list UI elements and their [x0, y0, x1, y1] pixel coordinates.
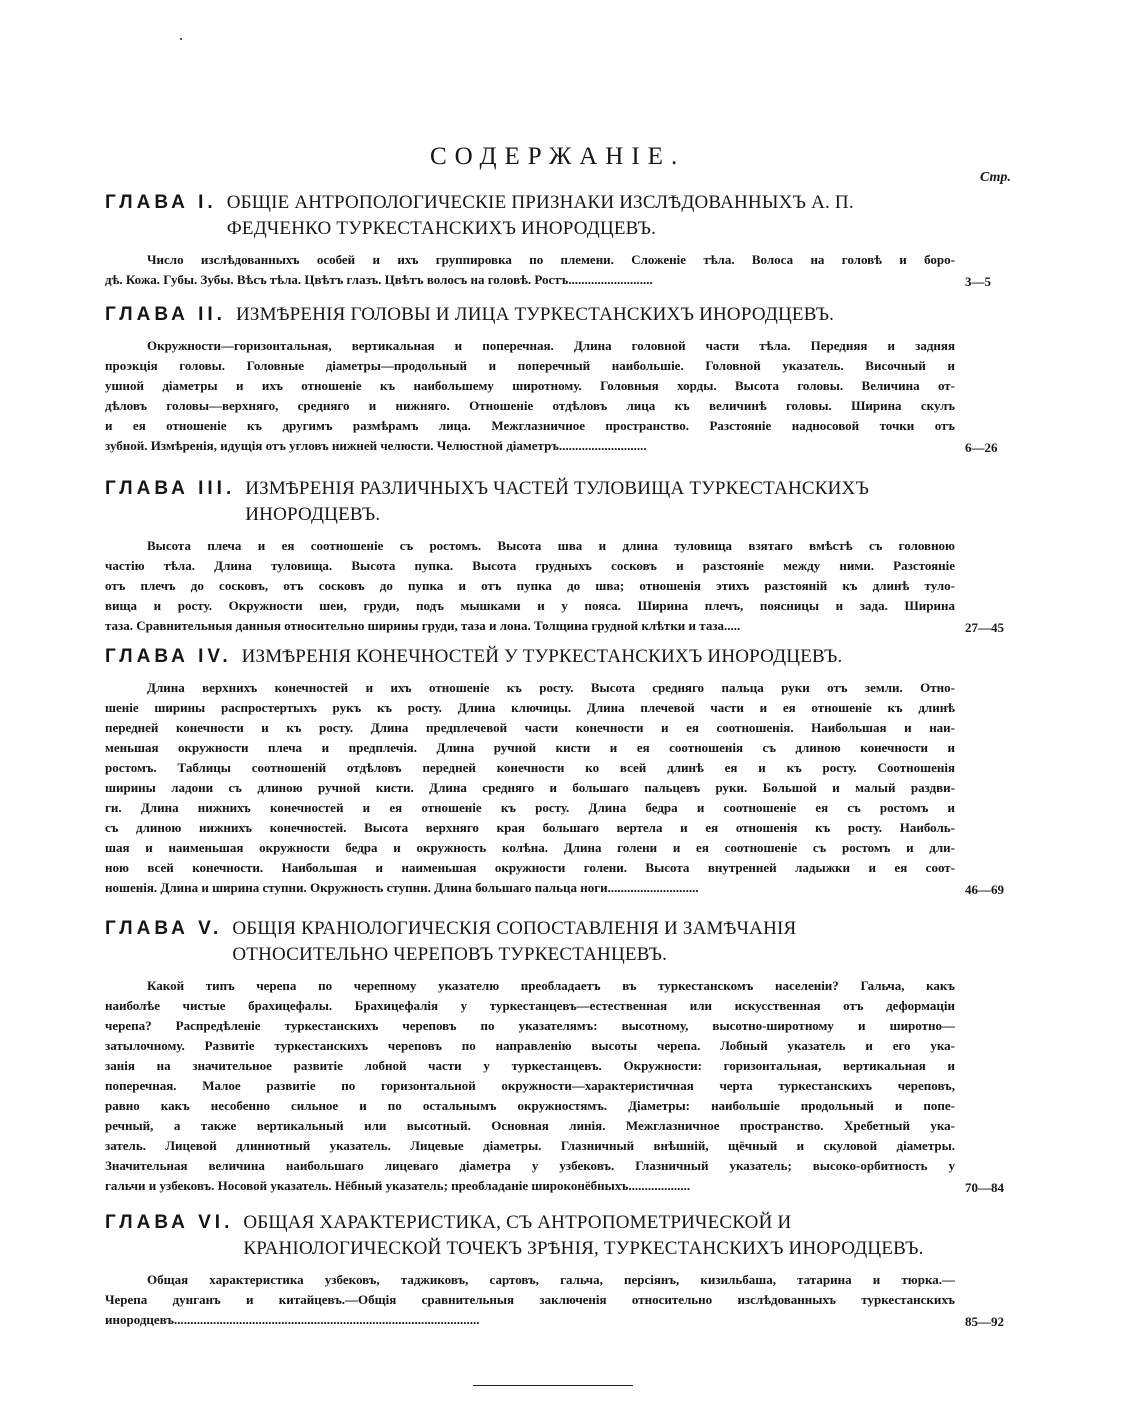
chapter-heading — [105, 190, 955, 242]
description-line: равно какъ несобенно сильное и по остальнымъ окружностямъ. Діаметры: наибольшіе продольный и попе- — [105, 1098, 955, 1113]
chapter-label: ГЛАВА IV. — [105, 646, 232, 667]
description-line: частію тѣла. Длина туловища. Высота пупка. Высота грудныхъ сосковъ и разстояніе между ними. Разстояніе — [105, 558, 955, 573]
description-line: ношенія. Длина и ширина ступни. Окружность ступни. Длина большаго пальца ноги............................ — [105, 880, 699, 895]
description-line: проэкція головы. Головные діаметры—продольный и поперечный наибольшіе. Головной указатель. Височный и — [105, 358, 955, 373]
description-line: вища и росту. Окружности шеи, груди, подъ мышками и у пояса. Ширина плечъ, поясницы и зада. Ширина — [105, 598, 955, 613]
chapter-label: ГЛАВА V. — [105, 918, 223, 939]
chapter-label: ГЛАВА VI. — [105, 1212, 234, 1233]
description-line: таза. Сравнительныя данныя относительно ширины груди, таза и лона. Толщина грудной клѣтки и таза..... — [105, 618, 741, 633]
description-line: передней конечности и къ росту. Длина предплечевой части конечности и ея соотношенія. Наибольшая и наи- — [105, 720, 955, 735]
description-line: дѣ. Кожа. Губы. Зубы. Вѣсъ тѣла. Цвѣтъ глазъ. Цвѣтъ волосъ на головѣ. Ростъ.......................... — [105, 272, 653, 287]
chapter-title: ОБЩІЕ АНТРОПОЛОГИЧЕСКІЕ ПРИЗНАКИ ИЗСЛѢДОВАННЫХЪ А. П. ФЕДЧЕНКО ТУРКЕСТАНСКИХЪ ИНОРОДЦЕВЪ. — [226, 192, 854, 239]
page-range: 85—92 — [965, 1314, 1004, 1329]
chapter-title: ИЗМѢРЕНІЯ ГОЛОВЫ И ЛИЦА ТУРКЕСТАНСКИХЪ ИНОРОДЦЕВЪ. — [235, 304, 835, 325]
chapter-title: ОБЩІЯ КРАНІОЛОГИЧЕСКІЯ СОПОСТАВЛЕНІЯ И ЗАМѢЧАНІЯ ОТНОСИТЕЛЬНО ЧЕРЕПОВЪ ТУРКЕСТАНЦЕВЪ. — [232, 918, 797, 965]
chapter-description — [105, 976, 1004, 1196]
description-line: занія на значительное развитіе лобной части у туркестанцевъ. Окружности: горизонтальная, вертикальная и — [105, 1058, 955, 1073]
description-line: Окружности—горизонтальная, вертикальная и поперечная. Длина головной части тѣла. Передняя и задняя — [147, 338, 955, 353]
description-line: затель. Лицевой длиннотный указатель. Лицевые діаметры. Глазничный внѣшній, щёчный и скуловой діаметры. — [105, 1138, 955, 1153]
chapter-description — [105, 250, 991, 290]
description-line: дѣловъ головы—верхняго, средняго и нижняго. Отношеніе отдѣловъ лица къ величинѣ головы. Ширина скулъ — [105, 398, 955, 413]
description-line: черепа? Распредѣленіе туркестанскихъ череповъ по указателямъ: высотному, высотно-широтному и широтно— — [105, 1018, 955, 1033]
description-line: Число изслѣдованныхъ особей и ихъ группировка по племени. Сложеніе тѣла. Волоса на головѣ и боро- — [147, 252, 955, 267]
chapter-title: ИЗМѢРЕНІЯ КОНЕЧНОСТЕЙ У ТУРКЕСТАНСКИХЪ ИНОРОДЦЕВЪ. — [241, 646, 843, 667]
chapter-entry — [105, 190, 1025, 290]
chapter-label: ГЛАВА III. — [105, 478, 236, 499]
chapter-entry — [105, 1210, 1025, 1330]
chapter-label: ГЛАВА I. — [105, 192, 217, 213]
description-line: Какой типъ черепа по черепному указателю преобладаетъ въ туркестанскомъ населеніи? Гальча, какъ — [147, 978, 955, 993]
chapter-description — [105, 336, 998, 456]
description-line: шая и наименьшая окружности бедра и окружность колѣна. Длина голени и ея соотношеніе съ ростомъ и дли- — [105, 840, 955, 855]
chapter-heading — [105, 476, 955, 528]
scan-speck — [180, 38, 182, 40]
description-line: шеніе ширины распростертыхъ рукъ къ росту. Длина ключицы. Длина плечевой части и ея отношеніе къ длинѣ — [105, 700, 955, 715]
page-range: 46—69 — [965, 882, 1004, 897]
description-line: Общая характеристика узбековъ, таджиковъ, сартовъ, гальча, персіянъ, кизильбаша, татарина и тюрка.— — [147, 1272, 955, 1287]
chapter-description — [105, 536, 1004, 636]
chapter-title: ИЗМѢРЕНІЯ РАЗЛИЧНЫХЪ ЧАСТЕЙ ТУЛОВИЩА ТУРКЕСТАНСКИХЪ ИНОРОДЦЕВЪ. — [245, 478, 870, 525]
description-line: отъ плечъ до сосковъ, отъ сосковъ до пупка и отъ пупка до шва; отношенія этихъ разстояній къ длинѣ туло- — [105, 578, 955, 593]
page-range: 6—26 — [965, 440, 998, 455]
description-line: меньшая окружности плеча и предплечія. Длина ручной кисти и ея соотношенія съ длиною конечности и — [105, 740, 955, 755]
chapter-heading — [105, 644, 955, 670]
chapter-heading — [105, 916, 955, 968]
description-line: наиболѣе чистые брахицефалы. Брахицефалія у туркестанцевъ—естественная или искусственная отъ деформаціи — [105, 998, 955, 1013]
description-line: Черепа дунганъ и китайцевъ.—Общія сравнительныя заключенія относительно изслѣдованныхъ туркестанскихъ — [105, 1292, 955, 1307]
chapter-title: ОБЩАЯ ХАРАКТЕРИСТИКА, СЪ АНТРОПОМЕТРИЧЕСКОЙ И КРАНІОЛОГИЧЕСКОЙ ТОЧЕКЪ ЗРѢНІЯ, ТУРКЕСТАНСКИХЪ ИНОРОДЦЕВЪ. — [243, 1212, 924, 1259]
page-range: 3—5 — [965, 274, 991, 289]
page-range: 70—84 — [965, 1180, 1004, 1195]
description-line: речный, а также вертикальный или высотный. Основная линія. Межглазничное пространство. Хребетный ука- — [105, 1118, 955, 1133]
chapter-entry — [105, 916, 1025, 1196]
chapter-entry — [105, 476, 1025, 636]
chapter-entry — [105, 644, 1025, 898]
chapter-heading — [105, 302, 955, 328]
description-line: и ея отношеніе къ другимъ размѣрамъ лица. Межглазничное пространство. Разстояніе надносовой точки отъ — [105, 418, 955, 433]
chapter-entry — [105, 302, 1025, 456]
description-line: ширины ладони съ длиною ручной кисти. Длина средняго и большаго пальцевъ руки. Большой и малый раздви- — [105, 780, 955, 795]
description-line: ною всей конечности. Наибольшая и наименьшая окружности голени. Высота внутренней ладыжки и ея соот- — [105, 860, 955, 875]
description-line: инородцевъ.............................................................................................. — [105, 1312, 480, 1327]
page-title: СОДЕРЖАНІЕ. — [430, 143, 686, 170]
page-range: 27—45 — [965, 620, 1004, 635]
chapter-description — [105, 678, 1004, 898]
description-line: ростомъ. Таблицы соотношеній отдѣловъ передней конечности ко всей длинѣ ея и къ росту. Соотношенія — [105, 760, 955, 775]
chapter-description — [105, 1270, 1004, 1330]
description-line: зубной. Измѣренія, идущія отъ угловъ нижней челюсти. Челюстной діаметръ........................... — [105, 438, 647, 453]
description-line: ги. Длина нижнихъ конечностей и ея отношеніе къ росту. Длина бедра и соотношеніе ея съ ростомъ и — [105, 800, 955, 815]
description-line: Значительная величина наибольшаго лицеваго діаметра у узбековъ. Глазничный указатель; высоко-орбитность у — [105, 1158, 955, 1173]
chapter-heading — [105, 1210, 955, 1262]
description-line: Длина верхнихъ конечностей и ихъ отношеніе къ росту. Высота средняго пальца руки отъ земли. Отно- — [147, 680, 955, 695]
description-line: гальчи и узбековъ. Носовой указатель. Нёбный указатель; преобладаніе широконёбныхъ................... — [105, 1178, 691, 1193]
bottom-divider — [473, 1385, 633, 1386]
description-line: съ длиною нижнихъ конечностей. Высота верхняго края большаго вертела и ея отношенія къ росту. Наиболь- — [105, 820, 955, 835]
description-line: ушной діаметры и ихъ отношеніе къ наибольшему широтному. Головныя хорды. Высота головы. Величина от- — [105, 378, 955, 393]
page-column-label: Стр. — [980, 170, 1011, 185]
description-line: поперечная. Малое развитіе по горизонтальной окружности—характеристичная черта туркестанскихъ череповъ, — [105, 1078, 955, 1093]
description-line: затылочному. Развитіе туркестанскихъ череповъ по направленію высоты черепа. Лобный указатель и его ука- — [105, 1038, 955, 1053]
description-line: Высота плеча и ея соотношеніе съ ростомъ. Высота шва и длина туловища взятаго вмѣстѣ съ головною — [147, 538, 955, 553]
chapter-label: ГЛАВА II. — [105, 304, 226, 325]
